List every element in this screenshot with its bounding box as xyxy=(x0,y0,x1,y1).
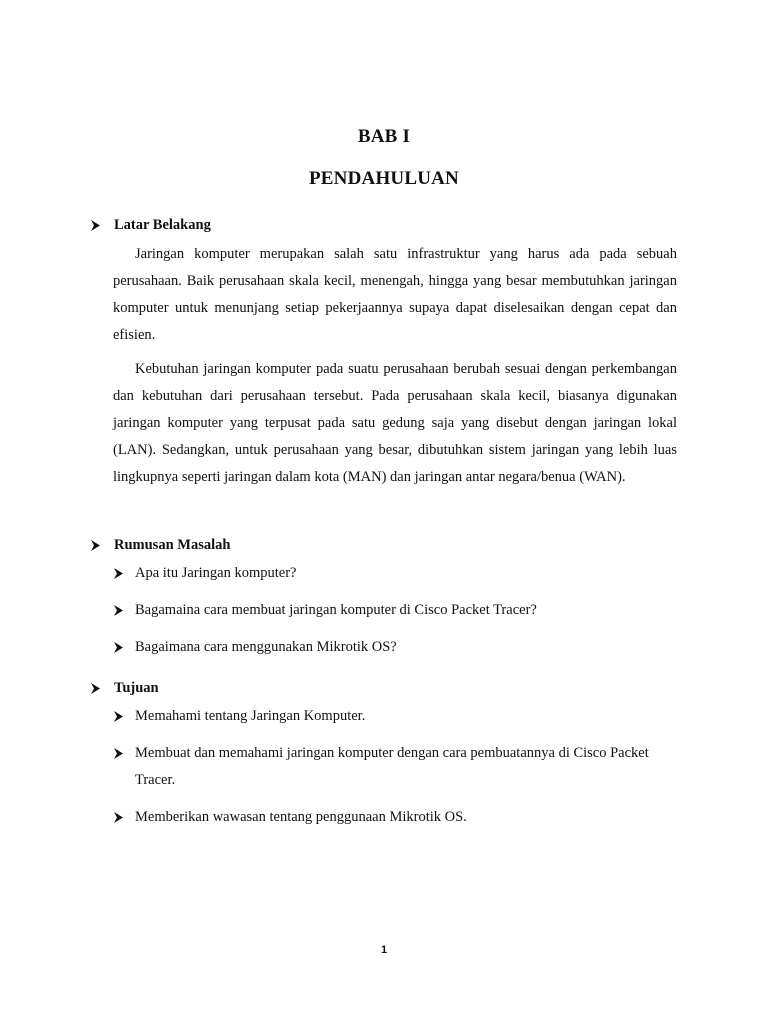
arrow-bullet-icon xyxy=(113,597,135,616)
arrow-bullet-icon xyxy=(113,804,135,823)
arrow-bullet-icon xyxy=(113,634,135,653)
list-item-text: Memahami tentang Jaringan Komputer. xyxy=(135,708,366,724)
section-heading-latar-belakang xyxy=(90,217,211,234)
section-heading-tujuan xyxy=(90,680,159,697)
list-item xyxy=(113,703,677,730)
list-item xyxy=(113,597,677,624)
list-item-text: Memberikan wawasan tentang penggunaan Mikrotik OS. xyxy=(135,809,467,825)
arrow-bullet-icon xyxy=(113,740,135,759)
list-item xyxy=(113,804,677,831)
list-item-text: Bagaimana cara menggunakan Mikrotik OS? xyxy=(135,639,397,655)
chapter-number: BAB I xyxy=(357,126,411,147)
list-item-text: Apa itu Jaringan komputer? xyxy=(135,565,297,581)
list-item-text: Bagamaina cara membuat jaringan komputer di Cisco Packet Tracer? xyxy=(135,602,537,618)
section-heading-rumusan-masalah xyxy=(90,537,230,554)
arrow-bullet-icon xyxy=(113,560,135,579)
section-heading-label: Latar Belakang xyxy=(114,217,211,233)
list-item xyxy=(113,634,677,661)
arrow-bullet-icon xyxy=(90,540,114,551)
list-item xyxy=(113,560,677,587)
section-heading-label: Tujuan xyxy=(114,680,159,696)
paragraph: Jaringan komputer merupakan salah satu infrastruktur yang harus ada pada sebuah perusahaan. Baik perusahaan skala kecil, menengah, hingga yang besar membutuhkan jaringan komputer untuk menunjang setiap pekerjaannya supaya dapat diselesaikan dengan cepat dan efisien. xyxy=(113,246,677,343)
list-item xyxy=(113,740,677,794)
paragraph: Kebutuhan jaringan komputer pada suatu perusahaan berubah sesuai dengan perkembangan dan kebutuhan dari perusahaan tersebut. Pada perusahaan skala kecil, biasanya digunakan jaringan komputer yang terpusat pada satu gedung saja yang disebut dengan jaringan lokal (LAN). Sedangkan, untuk perusahaan yang besar, dibutuhkan sistem jaringan yang lebih luas lingkupnya seperti jaringan dalam kota (MAN) dan jaringan antar negara/benua (WAN). xyxy=(113,361,677,485)
arrow-bullet-icon xyxy=(113,703,135,722)
arrow-bullet-icon xyxy=(90,220,114,231)
list-item-text: Membuat dan memahami jaringan komputer dengan cara pembuatannya di Cisco Packet Tracer. xyxy=(135,745,649,788)
page-number: 1 xyxy=(380,944,388,956)
arrow-bullet-icon xyxy=(90,683,114,694)
chapter-title: PENDAHULUAN xyxy=(309,168,459,189)
section-heading-label: Rumusan Masalah xyxy=(114,537,231,553)
